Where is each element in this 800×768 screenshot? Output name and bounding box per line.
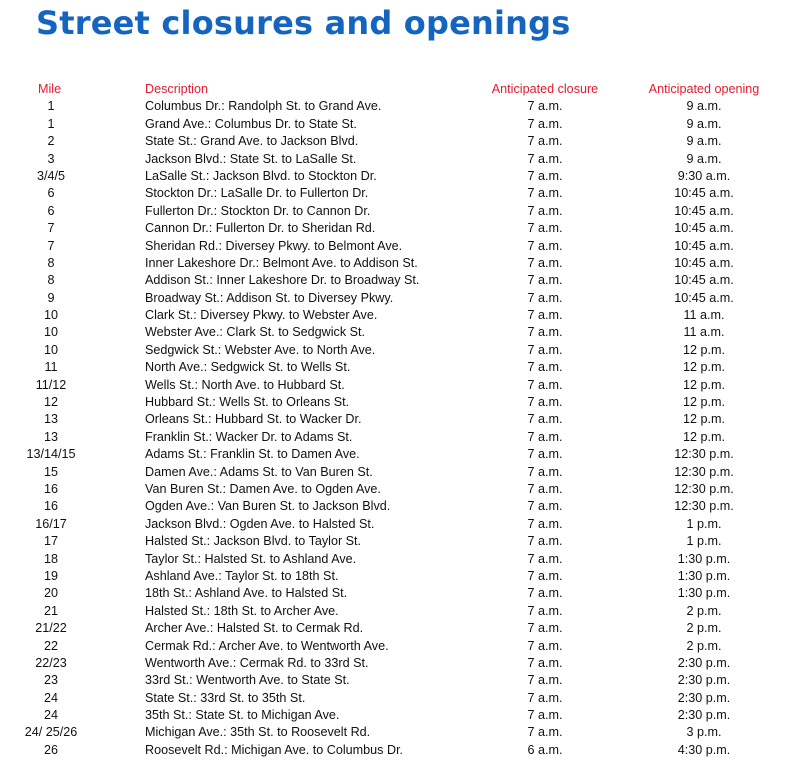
cell-mile: 1 (47, 116, 55, 131)
cell-mile: 24/ 25/26 (24, 725, 78, 740)
cell-mile: 13/14/15 (26, 447, 76, 462)
table-row (0, 620, 800, 637)
table-row (0, 411, 800, 428)
cell-description: Fullerton Dr.: Stockton Dr. to Cannon Dr. (145, 203, 371, 218)
cell-mile: 11/12 (35, 377, 67, 392)
cell-closure: 7 a.m. (527, 377, 563, 392)
cell-closure: 7 a.m. (527, 273, 563, 288)
cell-closure: 7 a.m. (527, 690, 563, 705)
column-header-opening: Anticipated opening (648, 82, 760, 96)
cell-description: Halsted St.: 18th St. to Archer Ave. (145, 603, 339, 618)
table-row (0, 464, 800, 481)
table-row (0, 203, 800, 220)
cell-closure: 7 a.m. (527, 221, 563, 236)
cell-closure: 7 a.m. (527, 586, 563, 601)
cell-mile: 17 (43, 534, 58, 549)
cell-description: Michigan Ave.: 35th St. to Roosevelt Rd. (145, 725, 371, 740)
cell-opening: 9:30 a.m. (677, 168, 731, 183)
table-row (0, 690, 800, 707)
cell-closure: 7 a.m. (527, 325, 563, 340)
cell-description: Wentworth Ave.: Cermak Rd. to 33rd St. (145, 655, 369, 670)
table-row (0, 533, 800, 550)
cell-opening: 12 p.m. (683, 395, 725, 410)
table-row (0, 585, 800, 602)
cell-opening: 2:30 p.m. (677, 655, 731, 670)
cell-mile: 8 (47, 273, 55, 288)
cell-description: Van Buren St.: Damen Ave. to Ogden Ave. (145, 481, 381, 496)
cell-closure: 7 a.m. (527, 655, 563, 670)
cell-opening: 1 p.m. (686, 516, 722, 531)
cell-opening: 9 a.m. (686, 151, 722, 166)
table-row (0, 359, 800, 376)
table-row (0, 707, 800, 724)
table-row (0, 551, 800, 568)
cell-description: State St.: Grand Ave. to Jackson Blvd. (145, 134, 359, 149)
cell-mile: 9 (47, 290, 55, 305)
cell-opening: 9 a.m. (686, 99, 722, 114)
cell-opening: 1:30 p.m. (677, 551, 731, 566)
page-title: Street closures and openings (36, 4, 571, 42)
cell-mile: 24 (43, 708, 58, 723)
cell-closure: 7 a.m. (527, 116, 563, 131)
cell-mile: 8 (47, 255, 55, 270)
cell-closure: 7 a.m. (527, 708, 563, 723)
cell-opening: 12:30 p.m. (674, 447, 734, 462)
cell-mile: 3 (47, 151, 55, 166)
table-row (0, 307, 800, 324)
cell-closure: 7 a.m. (527, 534, 563, 549)
cell-opening: 10:45 a.m. (674, 186, 734, 201)
cell-closure: 7 a.m. (527, 551, 563, 566)
cell-description: Cermak Rd.: Archer Ave. to Wentworth Ave. (145, 638, 389, 653)
cell-description: Adams St.: Franklin St. to Damen Ave. (145, 447, 360, 462)
cell-opening: 12 p.m. (683, 412, 725, 427)
cell-closure: 7 a.m. (527, 168, 563, 183)
cell-description: Archer Ave.: Halsted St. to Cermak Rd. (145, 621, 364, 636)
cell-closure: 7 a.m. (527, 186, 563, 201)
cell-description: Taylor St.: Halsted St. to Ashland Ave. (145, 551, 357, 566)
cell-description: Columbus Dr.: Randolph St. to Grand Ave. (145, 99, 382, 114)
table-row (0, 98, 800, 115)
cell-closure: 7 a.m. (527, 134, 563, 149)
table-row (0, 672, 800, 689)
cell-closure: 7 a.m. (527, 308, 563, 323)
cell-closure: 7 a.m. (527, 255, 563, 270)
cell-mile: 3/4/5 (36, 168, 65, 183)
cell-mile: 22 (43, 638, 58, 653)
cell-description: LaSalle St.: Jackson Blvd. to Stockton Dr. (145, 168, 377, 183)
cell-mile: 6 (47, 186, 55, 201)
cell-description: Roosevelt Rd.: Michigan Ave. to Columbus Dr. (145, 742, 404, 757)
cell-closure: 7 a.m. (527, 603, 563, 618)
cell-mile: 10 (43, 342, 58, 357)
cell-opening: 12 p.m. (683, 429, 725, 444)
cell-closure: 7 a.m. (527, 481, 563, 496)
cell-opening: 12 p.m. (683, 377, 725, 392)
table-row (0, 394, 800, 411)
cell-opening: 10:45 a.m. (674, 273, 734, 288)
cell-closure: 7 a.m. (527, 429, 563, 444)
cell-mile: 1 (47, 99, 55, 114)
table-row (0, 116, 800, 133)
cell-closure: 7 a.m. (527, 568, 563, 583)
cell-description: 35th St.: State St. to Michigan Ave. (145, 708, 340, 723)
cell-opening: 2 p.m. (686, 603, 722, 618)
cell-mile: 7 (47, 238, 55, 253)
cell-opening: 10:45 a.m. (674, 238, 734, 253)
table-row (0, 133, 800, 150)
cell-mile: 16/17 (35, 516, 67, 531)
cell-opening: 12:30 p.m. (674, 481, 734, 496)
cell-opening: 12:30 p.m. (674, 464, 734, 479)
cell-closure: 7 a.m. (527, 499, 563, 514)
table-row (0, 742, 800, 759)
cell-mile: 15 (43, 464, 58, 479)
cell-opening: 11 a.m. (683, 308, 725, 323)
column-header-description: Description (145, 82, 208, 96)
cell-opening: 2:30 p.m. (677, 708, 731, 723)
cell-closure: 7 a.m. (527, 360, 563, 375)
cell-closure: 7 a.m. (527, 342, 563, 357)
cell-closure: 6 a.m. (527, 742, 563, 757)
cell-closure: 7 a.m. (527, 412, 563, 427)
cell-description: Inner Lakeshore Dr.: Belmont Ave. to Addison St. (145, 255, 418, 270)
cell-mile: 13 (43, 429, 58, 444)
cell-closure: 7 a.m. (527, 99, 563, 114)
cell-mile: 24 (43, 690, 58, 705)
table-row (0, 220, 800, 237)
table-row (0, 185, 800, 202)
table-row (0, 603, 800, 620)
cell-closure: 7 a.m. (527, 203, 563, 218)
cell-opening: 2:30 p.m. (677, 673, 731, 688)
cell-mile: 26 (43, 742, 58, 757)
cell-mile: 6 (47, 203, 55, 218)
table-row (0, 446, 800, 463)
cell-opening: 10:45 a.m. (674, 255, 734, 270)
cell-closure: 7 a.m. (527, 516, 563, 531)
table-row (0, 568, 800, 585)
cell-opening: 9 a.m. (686, 134, 722, 149)
cell-closure: 7 a.m. (527, 151, 563, 166)
cell-description: Orleans St.: Hubbard St. to Wacker Dr. (145, 412, 362, 427)
cell-description: Grand Ave.: Columbus Dr. to State St. (145, 116, 357, 131)
cell-closure: 7 a.m. (527, 621, 563, 636)
cell-opening: 11 a.m. (683, 325, 725, 340)
cell-opening: 10:45 a.m. (674, 203, 734, 218)
cell-description: Webster Ave.: Clark St. to Sedgwick St. (145, 325, 366, 340)
cell-description: Cannon Dr.: Fullerton Dr. to Sheridan Rd. (145, 221, 376, 236)
cell-description: Broadway St.: Addison St. to Diversey Pkwy. (145, 290, 394, 305)
cell-mile: 21 (43, 603, 58, 618)
table-row (0, 290, 800, 307)
table-header (0, 81, 800, 98)
cell-mile: 16 (43, 481, 58, 496)
cell-description: Franklin St.: Wacker Dr. to Adams St. (145, 429, 353, 444)
cell-opening: 12 p.m. (683, 342, 725, 357)
column-header-mile: Mile (38, 82, 62, 96)
table-row (0, 168, 800, 185)
cell-description: Halsted St.: Jackson Blvd. to Taylor St. (145, 534, 362, 549)
cell-mile: 18 (43, 551, 58, 566)
cell-opening: 1:30 p.m. (677, 568, 731, 583)
cell-mile: 10 (43, 308, 58, 323)
cell-description: Stockton Dr.: LaSalle Dr. to Fullerton Dr. (145, 186, 369, 201)
cell-description: Clark St.: Diversey Pkwy. to Webster Ave. (145, 308, 378, 323)
cell-closure: 7 a.m. (527, 395, 563, 410)
cell-closure: 7 a.m. (527, 464, 563, 479)
cell-description: Sedgwick St.: Webster Ave. to North Ave. (145, 342, 376, 357)
cell-mile: 11 (44, 360, 58, 375)
cell-opening: 2 p.m. (686, 621, 722, 636)
cell-description: Sheridan Rd.: Diversey Pkwy. to Belmont Ave. (145, 238, 403, 253)
cell-closure: 7 a.m. (527, 290, 563, 305)
cell-description: North Ave.: Sedgwick St. to Wells St. (145, 360, 351, 375)
cell-opening: 9 a.m. (686, 116, 722, 131)
cell-closure: 7 a.m. (527, 673, 563, 688)
cell-mile: 21/22 (35, 621, 67, 636)
table-row (0, 342, 800, 359)
table-row (0, 272, 800, 289)
cell-mile: 2 (47, 134, 55, 149)
cell-closure: 7 a.m. (527, 238, 563, 253)
table-row (0, 481, 800, 498)
cell-opening: 3 p.m. (686, 725, 722, 740)
cell-mile: 7 (47, 221, 55, 236)
cell-mile: 20 (43, 586, 58, 601)
table-row (0, 324, 800, 341)
cell-description: Ashland Ave.: Taylor St. to 18th St. (145, 568, 339, 583)
cell-opening: 10:45 a.m. (674, 221, 734, 236)
cell-description: Jackson Blvd.: State St. to LaSalle St. (145, 151, 357, 166)
table-row (0, 638, 800, 655)
cell-description: Hubbard St.: Wells St. to Orleans St. (145, 395, 350, 410)
cell-mile: 12 (43, 395, 58, 410)
cell-mile: 10 (43, 325, 58, 340)
table-row (0, 655, 800, 672)
cell-opening: 1 p.m. (686, 534, 722, 549)
table-row (0, 151, 800, 168)
table-row (0, 516, 800, 533)
cell-closure: 7 a.m. (527, 638, 563, 653)
cell-opening: 2 p.m. (686, 638, 722, 653)
cell-mile: 16 (43, 499, 58, 514)
cell-opening: 4:30 p.m. (677, 742, 731, 757)
column-header-closure: Anticipated closure (491, 82, 599, 96)
table-row (0, 724, 800, 741)
closures-table (0, 81, 800, 759)
cell-mile: 13 (43, 412, 58, 427)
cell-mile: 19 (43, 568, 58, 583)
table-row (0, 255, 800, 272)
cell-description: Damen Ave.: Adams St. to Van Buren St. (145, 464, 373, 479)
table-row (0, 498, 800, 515)
cell-closure: 7 a.m. (527, 725, 563, 740)
table-row (0, 238, 800, 255)
cell-opening: 2:30 p.m. (677, 690, 731, 705)
table-row (0, 429, 800, 446)
table-row (0, 377, 800, 394)
cell-closure: 7 a.m. (527, 447, 563, 462)
cell-description: Ogden Ave.: Van Buren St. to Jackson Blvd. (145, 499, 391, 514)
table-body (0, 98, 800, 759)
cell-description: State St.: 33rd St. to 35th St. (145, 690, 306, 705)
cell-description: Addison St.: Inner Lakeshore Dr. to Broadway St. (145, 273, 420, 288)
cell-opening: 10:45 a.m. (674, 290, 734, 305)
cell-description: Wells St.: North Ave. to Hubbard St. (145, 377, 345, 392)
cell-description: Jackson Blvd.: Ogden Ave. to Halsted St. (145, 516, 375, 531)
cell-opening: 12 p.m. (683, 360, 725, 375)
cell-description: 18th St.: Ashland Ave. to Halsted St. (145, 586, 348, 601)
cell-mile: 22/23 (35, 655, 67, 670)
cell-opening: 12:30 p.m. (674, 499, 734, 514)
cell-opening: 1:30 p.m. (677, 586, 731, 601)
cell-mile: 23 (43, 673, 58, 688)
cell-description: 33rd St.: Wentworth Ave. to State St. (145, 673, 350, 688)
